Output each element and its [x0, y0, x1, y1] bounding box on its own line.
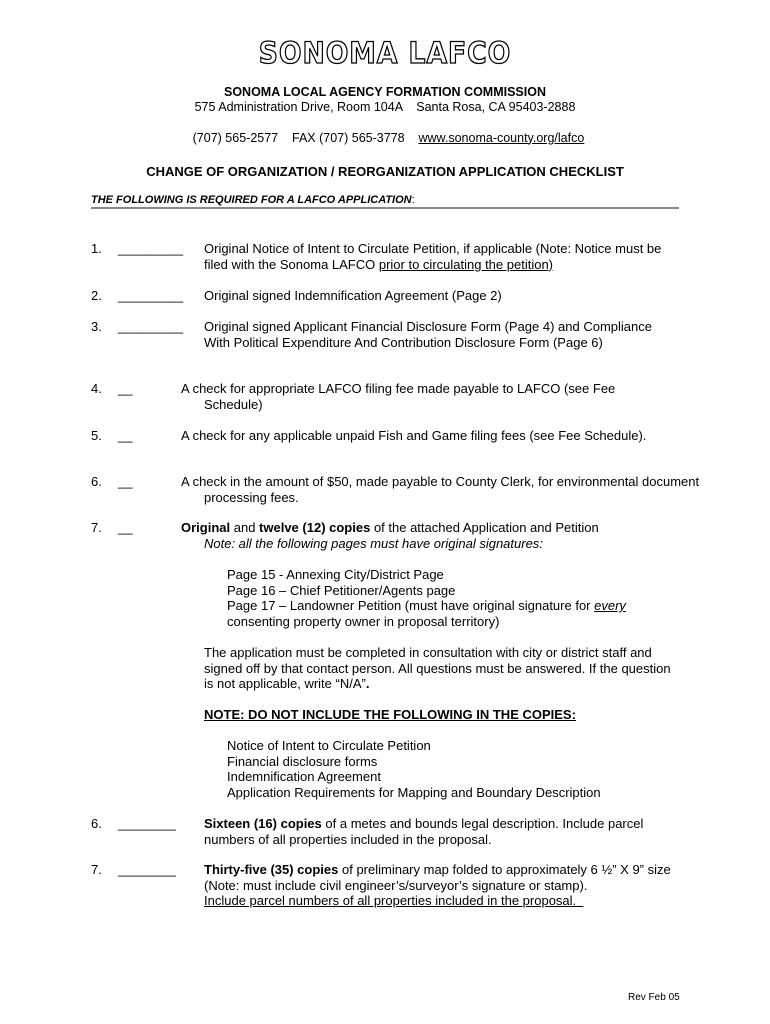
contact-line [0, 115, 770, 146]
check-blank[interactable]: __ [118, 520, 133, 535]
signature-note: Note: all the following pages must have original signatures: [204, 536, 543, 551]
page-title: CHANGE OF ORGANIZATION / REORGANIZATION APPLICATION CHECKLIST [146, 164, 624, 179]
check-blank[interactable]: _________ [118, 241, 184, 256]
exclusion-item: Indemnification Agreement [227, 769, 381, 784]
exclusion-item: Application Requirements for Mapping and Boundary Description [227, 785, 601, 800]
item-number: 7. [91, 862, 102, 877]
check-blank[interactable]: __ [118, 428, 133, 443]
item-text: A check for any applicable unpaid Fish and Game filing fees (see Fee Schedule). [181, 428, 647, 443]
item-number: 2. [91, 288, 102, 303]
page-15-item: Page 15 - Annexing City/District Page [227, 567, 444, 582]
check-blank[interactable]: __ [118, 474, 133, 489]
note-heading: NOTE: DO NOT INCLUDE THE FOLLOWING IN THE COPIES: [204, 707, 576, 722]
item-text: A check for appropriate LAFCO filing fee made payable to LAFCO (see Fee Schedule) [181, 381, 616, 412]
item-text: Original signed Indemnification Agreement (Page 2) [204, 288, 502, 303]
requirements-subheading: THE FOLLOWING IS REQUIRED FOR A LAFCO APPLICATION: [91, 194, 415, 206]
item-number: 6. [91, 816, 102, 831]
item-number: 4. [91, 381, 102, 396]
item-text: Sixteen (16) copies of a metes and bounds legal description. Include parcel numbers of all properties included in the proposal. [204, 816, 644, 847]
check-blank[interactable]: _________ [118, 288, 184, 303]
item-number: 7. [91, 520, 102, 535]
check-blank[interactable]: ________ [118, 862, 176, 877]
phone-fax: (707) 565-2577 FAX (707) 565-3778 [192, 130, 419, 145]
revision-footer: Rev Feb 05 [628, 992, 680, 1003]
item-text: Original signed Applicant Financial Disclosure Form (Page 4) and Compliance With Political Expenditure And Contribution Disclosure Form (Page 6) [204, 319, 652, 350]
exclusion-item: Financial disclosure forms [227, 754, 378, 769]
check-blank[interactable]: __ [118, 381, 133, 396]
item-text: Thirty-five (35) copies of preliminary map folded to approximately 6 ½” X 9” size (Note: must include civil engineer’s/surveyor’s signature or stamp). [204, 862, 671, 893]
item-text: Original and twelve (12) copies of the attached Application and Petition [181, 520, 599, 535]
address-line: 575 Administration Drive, Room 104A Santa Rosa, CA 95403-2888 [194, 100, 576, 114]
check-blank[interactable]: _________ [118, 319, 184, 334]
divider [91, 207, 679, 209]
page-17-continuation: consenting property owner in proposal territory) [227, 614, 500, 629]
page-17-item: Page 17 – Landowner Petition (must have original signature for every [227, 598, 626, 613]
item-text: A check in the amount of $50, made payable to County Clerk, for environmental document processing fees. [181, 474, 700, 505]
check-blank[interactable]: ________ [118, 816, 176, 831]
item-text: Original Notice of Intent to Circulate Petition, if applicable (Note: Notice must be filed with the Sonoma LAFCO prior to circulating the petition) [204, 241, 662, 272]
item-number: 5. [91, 428, 102, 443]
consultation-paragraph: The application must be completed in consultation with city or district staff and signed off by that contact person. All questions must be answered. If the question is not applicable, write “N/A”. [204, 645, 671, 691]
item-number: 1. [91, 241, 102, 256]
exclusion-item: Notice of Intent to Circulate Petition [227, 738, 431, 753]
item-number: 3. [91, 319, 102, 334]
org-name: SONOMA LOCAL AGENCY FORMATION COMMISSION [224, 85, 546, 99]
item-number: 6. [91, 474, 102, 489]
website-link[interactable]: www.sonoma-county.org/lafco [418, 130, 585, 145]
parcel-note: Include parcel numbers of all properties included in the proposal. [204, 893, 584, 908]
page-16-item: Page 16 – Chief Petitioner/Agents page [227, 583, 456, 598]
lafco-logo: SONOMA LAFCO [258, 36, 512, 70]
